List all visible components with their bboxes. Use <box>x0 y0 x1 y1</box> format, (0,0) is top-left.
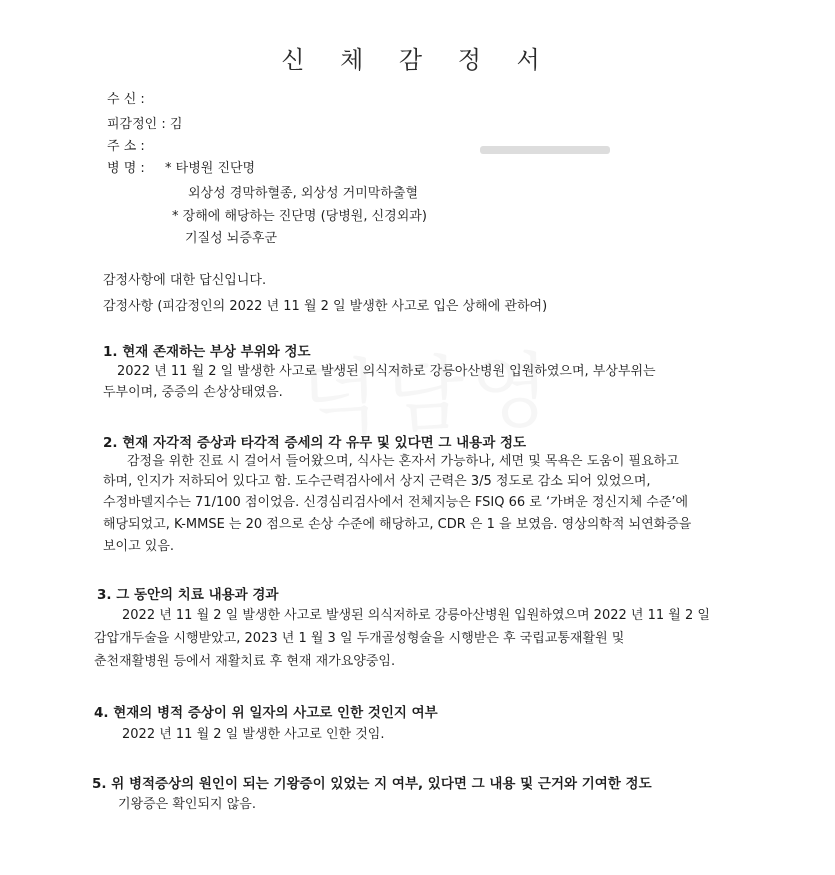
section-2-line: 보이고 있음. <box>103 539 175 554</box>
section-3-heading: 3. 그 동안의 치료 내용과 경과 <box>97 587 279 603</box>
diag-other-header: * 타병원 진단명 <box>165 161 256 176</box>
examinee-label: 피감정인 : 김 <box>107 117 183 132</box>
diagnosis-label: 병 명 : <box>107 161 145 176</box>
diag-disability-item: 기질성 뇌증후군 <box>185 231 278 246</box>
section-3-line: 2022 년 11 월 2 일 발생한 사고로 발생된 의식저하로 강릉아산병원 입원하였으며 2022 년 11 월 2 일 <box>122 608 710 623</box>
section-5-heading: 5. 위 병적증상의 원인이 되는 기왕증이 있었는 지 여부, 있다면 그 내용 및 근거와 기여한 정도 <box>92 776 652 792</box>
section-2-line: 감정을 위한 진료 시 걸어서 들어왔으며, 식사는 혼자서 가능하나, 세면 및 목욕은 도움이 필요하고 <box>127 454 679 469</box>
section-2-line: 해당되었고, K-MMSE 는 20 점으로 손상 수준에 해당하고, CDR 은 1 을 보였음. 영상의학적 뇌연화증을 <box>103 517 692 532</box>
document-title: 신 체 감 정 서 <box>281 46 554 74</box>
section-5-line: 기왕증은 확인되지 않음. <box>118 797 256 812</box>
diag-disability-header: * 장해에 해당하는 진단명 (당병원, 신경외과) <box>172 209 427 224</box>
section-4-heading: 4. 현재의 병적 증상이 위 일자의 사고로 인한 것인지 여부 <box>94 705 438 721</box>
section-1-heading: 1. 현재 존재하는 부상 부위와 정도 <box>103 344 311 360</box>
section-4-line: 2022 년 11 월 2 일 발생한 사고로 인한 것임. <box>122 727 385 742</box>
intro-line-1: 감정사항에 대한 답신입니다. <box>103 273 267 288</box>
redaction-mark <box>480 146 610 154</box>
address-label: 주 소 : <box>107 139 145 154</box>
diag-other-item: 외상성 경막하혈종, 외상성 거미막하출혈 <box>188 186 419 201</box>
recipient-label: 수 신 : <box>107 92 145 107</box>
watermark <box>298 326 558 452</box>
section-3-line: 감압개두술을 시행받았고, 2023 년 1 월 3 일 두개골성형술을 시행받은 후 국립교통재활원 및 <box>94 631 625 646</box>
section-1-line: 두부이며, 중증의 손상상태였음. <box>103 385 283 400</box>
section-2-line: 수정바델지수는 71/100 점이었음. 신경심리검사에서 전체지능은 FSIQ 66 로 ‘가벼운 정신지체 수준’에 <box>103 495 689 510</box>
section-1-line: 2022 년 11 월 2 일 발생한 사고로 발생된 의식저하로 강릉아산병원 입원하였으며, 부상부위는 <box>117 364 656 379</box>
intro-line-2: 감정사항 (피감정인의 2022 년 11 월 2 일 발생한 사고로 입은 상해에 관하여) <box>103 299 548 314</box>
section-2-line: 하며, 인지가 저하되어 있다고 함. 도수근력검사에서 상지 근력은 3/5 정도로 감소 되어 있었으며, <box>103 474 651 489</box>
section-3-line: 춘천재활병원 등에서 재활치료 후 현재 재가요양중임. <box>94 654 396 669</box>
section-2-heading: 2. 현재 자각적 증상과 타각적 증세의 각 유무 및 있다면 그 내용과 정도 <box>103 435 527 451</box>
